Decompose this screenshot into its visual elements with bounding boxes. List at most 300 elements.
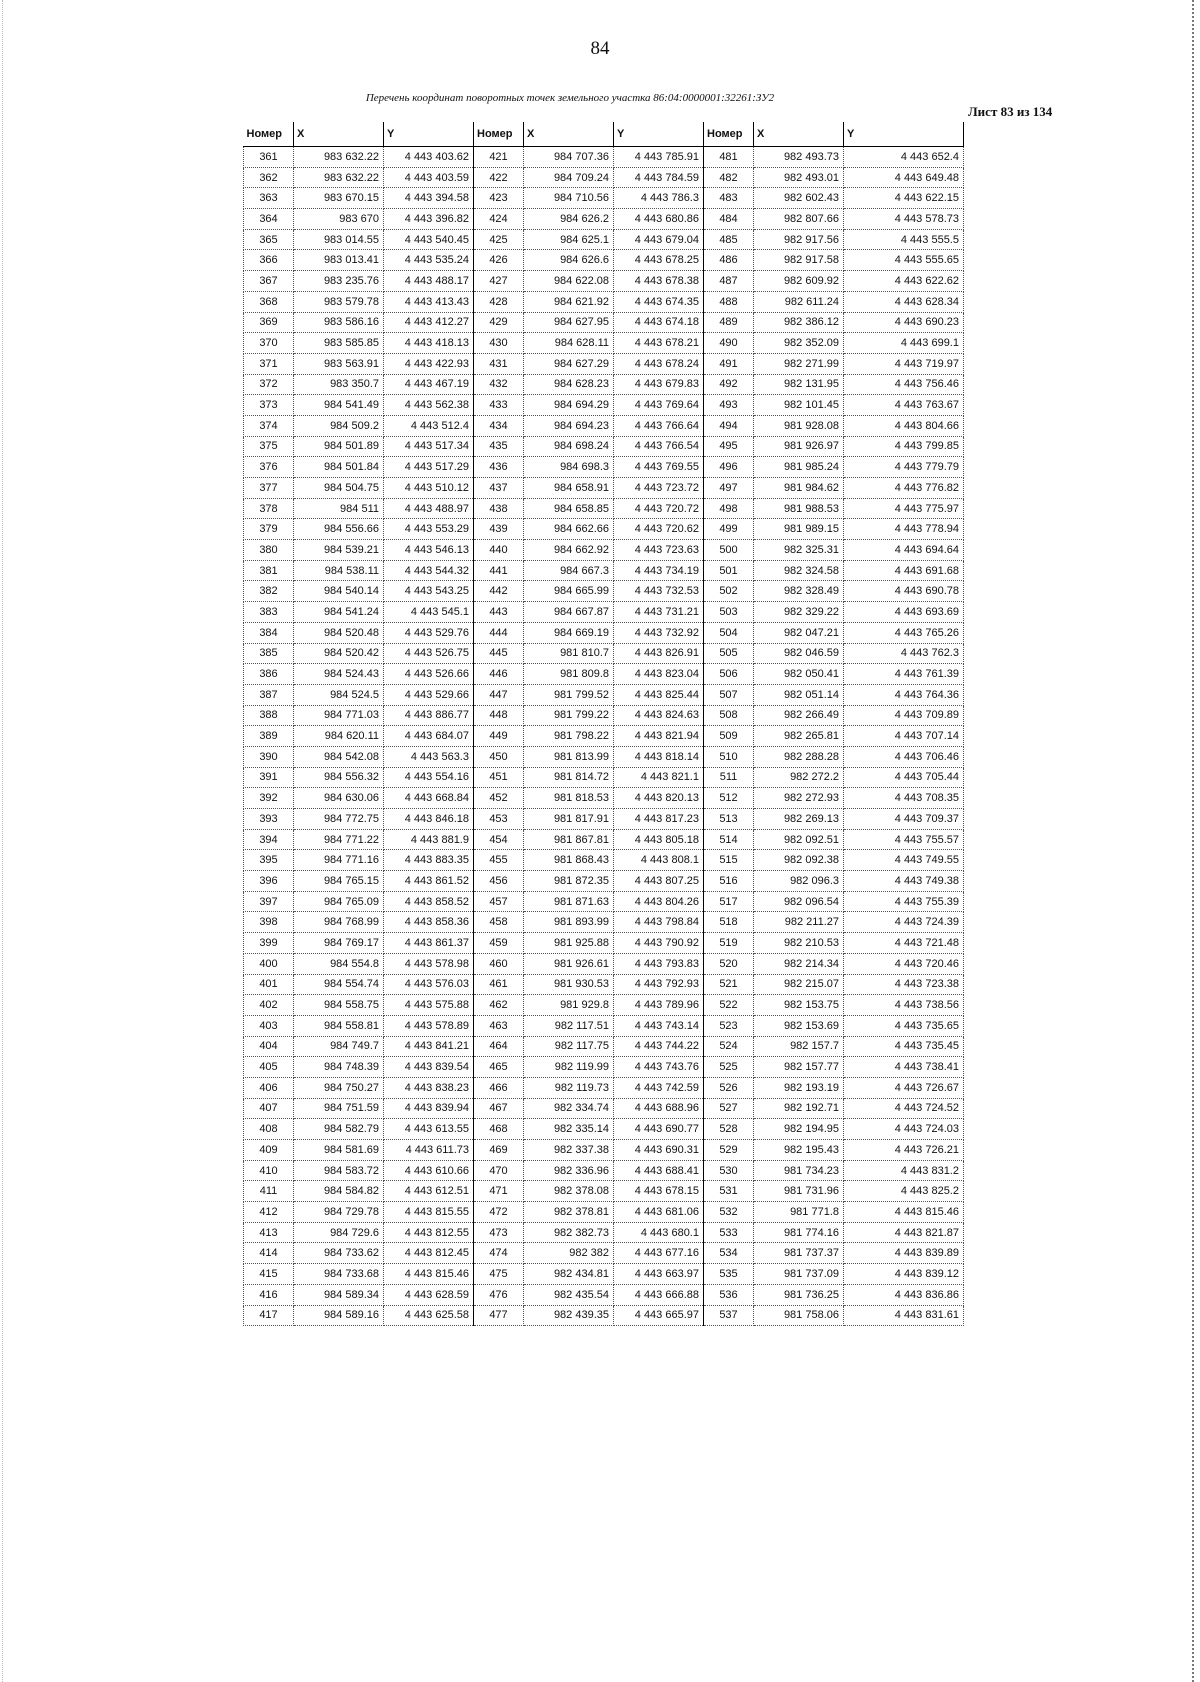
- y-coordinate-cell: 4 443 677.16: [614, 1243, 704, 1264]
- x-coordinate-cell: 982 119.73: [524, 1077, 614, 1098]
- point-number-cell: 442: [474, 581, 524, 602]
- point-number-cell: 393: [244, 809, 294, 830]
- x-coordinate-cell: 981 810.7: [524, 643, 614, 664]
- x-coordinate-cell: 983 585.85: [294, 333, 384, 354]
- y-coordinate-cell: 4 443 699.1: [844, 333, 964, 354]
- x-coordinate-cell: 982 602.43: [754, 188, 844, 209]
- table-row: [244, 250, 964, 271]
- y-coordinate-cell: 4 443 836.86: [844, 1284, 964, 1305]
- table-row: [244, 498, 964, 519]
- y-coordinate-cell: 4 443 688.41: [614, 1160, 704, 1181]
- column-header: Y: [844, 122, 964, 147]
- x-coordinate-cell: 981 814.72: [524, 767, 614, 788]
- table-row: [244, 1119, 964, 1140]
- y-coordinate-cell: 4 443 776.82: [844, 478, 964, 499]
- x-coordinate-cell: 984 541.24: [294, 602, 384, 623]
- point-number-cell: 498: [704, 498, 754, 519]
- point-number-cell: 421: [474, 147, 524, 168]
- y-coordinate-cell: 4 443 784.59: [614, 167, 704, 188]
- x-coordinate-cell: 982 192.71: [754, 1098, 844, 1119]
- y-coordinate-cell: 4 443 612.51: [384, 1181, 474, 1202]
- y-coordinate-cell: 4 443 510.12: [384, 478, 474, 499]
- y-coordinate-cell: 4 443 663.97: [614, 1264, 704, 1285]
- y-coordinate-cell: 4 443 749.38: [844, 871, 964, 892]
- x-coordinate-cell: 982 329.22: [754, 602, 844, 623]
- x-coordinate-cell: 982 352.09: [754, 333, 844, 354]
- point-number-cell: 524: [704, 1036, 754, 1057]
- point-number-cell: 529: [704, 1140, 754, 1161]
- y-coordinate-cell: 4 443 815.46: [844, 1202, 964, 1223]
- y-coordinate-cell: 4 443 705.44: [844, 767, 964, 788]
- y-coordinate-cell: 4 443 674.18: [614, 312, 704, 333]
- point-number-cell: 458: [474, 912, 524, 933]
- x-coordinate-cell: 982 119.99: [524, 1057, 614, 1078]
- y-coordinate-cell: 4 443 394.58: [384, 188, 474, 209]
- point-number-cell: 443: [474, 602, 524, 623]
- point-number-cell: 506: [704, 664, 754, 685]
- table-row: [244, 767, 964, 788]
- point-number-cell: 363: [244, 188, 294, 209]
- table-row: [244, 167, 964, 188]
- y-coordinate-cell: 4 443 775.97: [844, 498, 964, 519]
- x-coordinate-cell: 984 509.2: [294, 415, 384, 436]
- y-coordinate-cell: 4 443 815.46: [384, 1264, 474, 1285]
- x-coordinate-cell: 984 658.85: [524, 498, 614, 519]
- y-coordinate-cell: 4 443 684.07: [384, 726, 474, 747]
- x-coordinate-cell: 984 628.11: [524, 333, 614, 354]
- x-coordinate-cell: 984 621.92: [524, 291, 614, 312]
- x-coordinate-cell: 982 378.81: [524, 1202, 614, 1223]
- y-coordinate-cell: 4 443 724.39: [844, 912, 964, 933]
- point-number-cell: 520: [704, 953, 754, 974]
- y-coordinate-cell: 4 443 544.32: [384, 560, 474, 581]
- x-coordinate-cell: 982 439.35: [524, 1305, 614, 1326]
- table-row: [244, 664, 964, 685]
- x-coordinate-cell: 984 622.08: [524, 271, 614, 292]
- y-coordinate-cell: 4 443 838.23: [384, 1077, 474, 1098]
- table-header-row: [244, 122, 964, 147]
- x-coordinate-cell: 984 554.74: [294, 974, 384, 995]
- y-coordinate-cell: 4 443 553.29: [384, 519, 474, 540]
- y-coordinate-cell: 4 443 763.67: [844, 395, 964, 416]
- y-coordinate-cell: 4 443 881.9: [384, 829, 474, 850]
- x-coordinate-cell: 982 194.95: [754, 1119, 844, 1140]
- point-number-cell: 427: [474, 271, 524, 292]
- x-coordinate-cell: 982 101.45: [754, 395, 844, 416]
- y-coordinate-cell: 4 443 807.25: [614, 871, 704, 892]
- y-coordinate-cell: 4 443 678.38: [614, 271, 704, 292]
- y-coordinate-cell: 4 443 808.1: [614, 850, 704, 871]
- table-row: [244, 1305, 964, 1326]
- point-number-cell: 502: [704, 581, 754, 602]
- point-number-cell: 431: [474, 353, 524, 374]
- point-number-cell: 392: [244, 788, 294, 809]
- y-coordinate-cell: 4 443 846.18: [384, 809, 474, 830]
- x-coordinate-cell: 983 563.91: [294, 353, 384, 374]
- x-coordinate-cell: 984 582.79: [294, 1119, 384, 1140]
- column-header: Номер: [474, 122, 524, 147]
- point-number-cell: 378: [244, 498, 294, 519]
- x-coordinate-cell: 981 799.22: [524, 705, 614, 726]
- point-number-cell: 536: [704, 1284, 754, 1305]
- x-coordinate-cell: 984 749.7: [294, 1036, 384, 1057]
- table-row: [244, 436, 964, 457]
- table-row: [244, 1015, 964, 1036]
- table-row: [244, 1222, 964, 1243]
- y-coordinate-cell: 4 443 818.14: [614, 746, 704, 767]
- y-coordinate-cell: 4 443 678.21: [614, 333, 704, 354]
- x-coordinate-cell: 984 581.69: [294, 1140, 384, 1161]
- x-coordinate-cell: 981 871.63: [524, 891, 614, 912]
- table-row: [244, 912, 964, 933]
- point-number-cell: 469: [474, 1140, 524, 1161]
- y-coordinate-cell: 4 443 792.93: [614, 974, 704, 995]
- x-coordinate-cell: 982 378.08: [524, 1181, 614, 1202]
- column-header: Y: [614, 122, 704, 147]
- y-coordinate-cell: 4 443 826.91: [614, 643, 704, 664]
- point-number-cell: 400: [244, 953, 294, 974]
- x-coordinate-cell: 983 670.15: [294, 188, 384, 209]
- x-coordinate-cell: 981 984.62: [754, 478, 844, 499]
- x-coordinate-cell: 982 435.54: [524, 1284, 614, 1305]
- point-number-cell: 519: [704, 933, 754, 954]
- scan-edge-left: [2, 0, 5, 1682]
- point-number-cell: 446: [474, 664, 524, 685]
- y-coordinate-cell: 4 443 732.92: [614, 622, 704, 643]
- y-coordinate-cell: 4 443 726.21: [844, 1140, 964, 1161]
- point-number-cell: 509: [704, 726, 754, 747]
- y-coordinate-cell: 4 443 858.52: [384, 891, 474, 912]
- point-number-cell: 461: [474, 974, 524, 995]
- x-coordinate-cell: 984 729.78: [294, 1202, 384, 1223]
- point-number-cell: 515: [704, 850, 754, 871]
- x-coordinate-cell: 981 868.43: [524, 850, 614, 871]
- point-number-cell: 527: [704, 1098, 754, 1119]
- point-number-cell: 398: [244, 912, 294, 933]
- y-coordinate-cell: 4 443 628.34: [844, 291, 964, 312]
- page-number: 84: [590, 38, 610, 59]
- x-coordinate-cell: 983 350.7: [294, 374, 384, 395]
- point-number-cell: 396: [244, 871, 294, 892]
- x-coordinate-cell: 982 153.75: [754, 995, 844, 1016]
- y-coordinate-cell: 4 443 562.38: [384, 395, 474, 416]
- x-coordinate-cell: 983 579.78: [294, 291, 384, 312]
- y-coordinate-cell: 4 443 690.77: [614, 1119, 704, 1140]
- x-coordinate-cell: 981 799.52: [524, 684, 614, 705]
- point-number-cell: 463: [474, 1015, 524, 1036]
- x-coordinate-cell: 984 733.68: [294, 1264, 384, 1285]
- x-coordinate-cell: 984 584.82: [294, 1181, 384, 1202]
- y-coordinate-cell: 4 443 723.72: [614, 478, 704, 499]
- point-number-cell: 390: [244, 746, 294, 767]
- x-coordinate-cell: 982 131.95: [754, 374, 844, 395]
- point-number-cell: 375: [244, 436, 294, 457]
- x-coordinate-cell: 981 731.96: [754, 1181, 844, 1202]
- x-coordinate-cell: 982 157.7: [754, 1036, 844, 1057]
- x-coordinate-cell: 981 988.53: [754, 498, 844, 519]
- y-coordinate-cell: 4 443 649.48: [844, 167, 964, 188]
- x-coordinate-cell: 984 538.11: [294, 560, 384, 581]
- table-row: [244, 540, 964, 561]
- table-row: [244, 974, 964, 995]
- point-number-cell: 473: [474, 1222, 524, 1243]
- point-number-cell: 491: [704, 353, 754, 374]
- table-row: [244, 312, 964, 333]
- y-coordinate-cell: 4 443 723.63: [614, 540, 704, 561]
- x-coordinate-cell: 984 765.15: [294, 871, 384, 892]
- x-coordinate-cell: 984 694.29: [524, 395, 614, 416]
- point-number-cell: 435: [474, 436, 524, 457]
- x-coordinate-cell: 982 096.54: [754, 891, 844, 912]
- y-coordinate-cell: 4 443 413.43: [384, 291, 474, 312]
- x-coordinate-cell: 982 917.58: [754, 250, 844, 271]
- y-coordinate-cell: 4 443 839.54: [384, 1057, 474, 1078]
- y-coordinate-cell: 4 443 732.53: [614, 581, 704, 602]
- point-number-cell: 537: [704, 1305, 754, 1326]
- point-number-cell: 499: [704, 519, 754, 540]
- y-coordinate-cell: 4 443 679.04: [614, 229, 704, 250]
- table-row: [244, 871, 964, 892]
- y-coordinate-cell: 4 443 766.54: [614, 436, 704, 457]
- point-number-cell: 448: [474, 705, 524, 726]
- y-coordinate-cell: 4 443 789.96: [614, 995, 704, 1016]
- point-number-cell: 365: [244, 229, 294, 250]
- point-number-cell: 380: [244, 540, 294, 561]
- point-number-cell: 377: [244, 478, 294, 499]
- point-number-cell: 450: [474, 746, 524, 767]
- y-coordinate-cell: 4 443 678.25: [614, 250, 704, 271]
- y-coordinate-cell: 4 443 628.59: [384, 1284, 474, 1305]
- x-coordinate-cell: 984 771.03: [294, 705, 384, 726]
- x-coordinate-cell: 984 710.56: [524, 188, 614, 209]
- x-coordinate-cell: 982 325.31: [754, 540, 844, 561]
- y-coordinate-cell: 4 443 821.94: [614, 726, 704, 747]
- y-coordinate-cell: 4 443 578.73: [844, 209, 964, 230]
- point-number-cell: 439: [474, 519, 524, 540]
- table-row: [244, 1077, 964, 1098]
- table-row: [244, 395, 964, 416]
- coordinates-table: [243, 122, 964, 1326]
- x-coordinate-cell: 981 985.24: [754, 457, 844, 478]
- y-coordinate-cell: 4 443 517.29: [384, 457, 474, 478]
- x-coordinate-cell: 984 542.08: [294, 746, 384, 767]
- y-coordinate-cell: 4 443 543.25: [384, 581, 474, 602]
- x-coordinate-cell: 982 382: [524, 1243, 614, 1264]
- table-row: [244, 622, 964, 643]
- x-coordinate-cell: 984 556.66: [294, 519, 384, 540]
- point-number-cell: 523: [704, 1015, 754, 1036]
- x-coordinate-cell: 982 047.21: [754, 622, 844, 643]
- table-row: [244, 1036, 964, 1057]
- x-coordinate-cell: 984 729.6: [294, 1222, 384, 1243]
- point-number-cell: 385: [244, 643, 294, 664]
- point-number-cell: 379: [244, 519, 294, 540]
- x-coordinate-cell: 984 589.16: [294, 1305, 384, 1326]
- y-coordinate-cell: 4 443 467.19: [384, 374, 474, 395]
- column-header: X: [524, 122, 614, 147]
- x-coordinate-cell: 984 540.14: [294, 581, 384, 602]
- x-coordinate-cell: 984 698.3: [524, 457, 614, 478]
- point-number-cell: 475: [474, 1264, 524, 1285]
- x-coordinate-cell: 982 215.07: [754, 974, 844, 995]
- x-coordinate-cell: 984 750.27: [294, 1077, 384, 1098]
- x-coordinate-cell: 984 627.95: [524, 312, 614, 333]
- x-coordinate-cell: 982 493.73: [754, 147, 844, 168]
- x-coordinate-cell: 982 157.77: [754, 1057, 844, 1078]
- x-coordinate-cell: 982 117.75: [524, 1036, 614, 1057]
- table-row: [244, 1140, 964, 1161]
- point-number-cell: 503: [704, 602, 754, 623]
- y-coordinate-cell: 4 443 761.39: [844, 664, 964, 685]
- x-coordinate-cell: 981 930.53: [524, 974, 614, 995]
- x-coordinate-cell: 984 541.49: [294, 395, 384, 416]
- point-number-cell: 535: [704, 1264, 754, 1285]
- table-row: [244, 1243, 964, 1264]
- point-number-cell: 410: [244, 1160, 294, 1181]
- x-coordinate-cell: 981 926.97: [754, 436, 844, 457]
- y-coordinate-cell: 4 443 804.26: [614, 891, 704, 912]
- table-row: [244, 602, 964, 623]
- y-coordinate-cell: 4 443 678.15: [614, 1181, 704, 1202]
- x-coordinate-cell: 984 539.21: [294, 540, 384, 561]
- point-number-cell: 459: [474, 933, 524, 954]
- column-header: Y: [384, 122, 474, 147]
- table-row: [244, 1202, 964, 1223]
- x-coordinate-cell: 984 698.24: [524, 436, 614, 457]
- table-row: [244, 560, 964, 581]
- point-number-cell: 373: [244, 395, 294, 416]
- scan-edge-right: [1190, 0, 1194, 1682]
- table-row: [244, 643, 964, 664]
- y-coordinate-cell: 4 443 723.38: [844, 974, 964, 995]
- x-coordinate-cell: 984 707.36: [524, 147, 614, 168]
- point-number-cell: 526: [704, 1077, 754, 1098]
- x-coordinate-cell: 982 050.41: [754, 664, 844, 685]
- point-number-cell: 486: [704, 250, 754, 271]
- point-number-cell: 374: [244, 415, 294, 436]
- y-coordinate-cell: 4 443 749.55: [844, 850, 964, 871]
- y-coordinate-cell: 4 443 575.88: [384, 995, 474, 1016]
- table-row: [244, 726, 964, 747]
- point-number-cell: 388: [244, 705, 294, 726]
- y-coordinate-cell: 4 443 690.23: [844, 312, 964, 333]
- point-number-cell: 424: [474, 209, 524, 230]
- point-number-cell: 361: [244, 147, 294, 168]
- point-number-cell: 406: [244, 1077, 294, 1098]
- point-number-cell: 471: [474, 1181, 524, 1202]
- y-coordinate-cell: 4 443 403.62: [384, 147, 474, 168]
- point-number-cell: 399: [244, 933, 294, 954]
- y-coordinate-cell: 4 443 418.13: [384, 333, 474, 354]
- y-coordinate-cell: 4 443 766.64: [614, 415, 704, 436]
- x-coordinate-cell: 984 556.32: [294, 767, 384, 788]
- y-coordinate-cell: 4 443 726.67: [844, 1077, 964, 1098]
- y-coordinate-cell: 4 443 755.57: [844, 829, 964, 850]
- point-number-cell: 510: [704, 746, 754, 767]
- x-coordinate-cell: 982 092.51: [754, 829, 844, 850]
- y-coordinate-cell: 4 443 555.5: [844, 229, 964, 250]
- point-number-cell: 402: [244, 995, 294, 1016]
- y-coordinate-cell: 4 443 831.2: [844, 1160, 964, 1181]
- y-coordinate-cell: 4 443 652.4: [844, 147, 964, 168]
- point-number-cell: 432: [474, 374, 524, 395]
- point-number-cell: 454: [474, 829, 524, 850]
- table-row: [244, 933, 964, 954]
- point-number-cell: 433: [474, 395, 524, 416]
- x-coordinate-cell: 984 627.29: [524, 353, 614, 374]
- x-coordinate-cell: 984 626.2: [524, 209, 614, 230]
- point-number-cell: 453: [474, 809, 524, 830]
- x-coordinate-cell: 984 524.5: [294, 684, 384, 705]
- x-coordinate-cell: 982 195.43: [754, 1140, 844, 1161]
- point-number-cell: 404: [244, 1036, 294, 1057]
- y-coordinate-cell: 4 443 517.34: [384, 436, 474, 457]
- x-coordinate-cell: 982 288.28: [754, 746, 844, 767]
- point-number-cell: 501: [704, 560, 754, 581]
- x-coordinate-cell: 982 386.12: [754, 312, 844, 333]
- y-coordinate-cell: 4 443 688.96: [614, 1098, 704, 1119]
- y-coordinate-cell: 4 443 708.35: [844, 788, 964, 809]
- x-coordinate-cell: 982 337.38: [524, 1140, 614, 1161]
- y-coordinate-cell: 4 443 625.58: [384, 1305, 474, 1326]
- point-number-cell: 384: [244, 622, 294, 643]
- point-number-cell: 409: [244, 1140, 294, 1161]
- point-number-cell: 371: [244, 353, 294, 374]
- y-coordinate-cell: 4 443 839.89: [844, 1243, 964, 1264]
- point-number-cell: 387: [244, 684, 294, 705]
- y-coordinate-cell: 4 443 622.15: [844, 188, 964, 209]
- y-coordinate-cell: 4 443 488.97: [384, 498, 474, 519]
- table-row: [244, 788, 964, 809]
- table-row: [244, 850, 964, 871]
- y-coordinate-cell: 4 443 545.1: [384, 602, 474, 623]
- x-coordinate-cell: 981 798.22: [524, 726, 614, 747]
- point-number-cell: 483: [704, 188, 754, 209]
- point-number-cell: 466: [474, 1077, 524, 1098]
- y-coordinate-cell: 4 443 861.37: [384, 933, 474, 954]
- y-coordinate-cell: 4 443 883.35: [384, 850, 474, 871]
- point-number-cell: 366: [244, 250, 294, 271]
- x-coordinate-cell: 983 586.16: [294, 312, 384, 333]
- point-number-cell: 412: [244, 1202, 294, 1223]
- point-number-cell: 518: [704, 912, 754, 933]
- point-number-cell: 525: [704, 1057, 754, 1078]
- x-coordinate-cell: 984 667.87: [524, 602, 614, 623]
- point-number-cell: 474: [474, 1243, 524, 1264]
- x-coordinate-cell: 984 520.48: [294, 622, 384, 643]
- column-header: X: [754, 122, 844, 147]
- y-coordinate-cell: 4 443 724.52: [844, 1098, 964, 1119]
- point-number-cell: 496: [704, 457, 754, 478]
- y-coordinate-cell: 4 443 738.56: [844, 995, 964, 1016]
- x-coordinate-cell: 982 211.27: [754, 912, 844, 933]
- point-number-cell: 367: [244, 271, 294, 292]
- y-coordinate-cell: 4 443 831.61: [844, 1305, 964, 1326]
- document-title: Перечень координат поворотных точек земельного участка 86:04:0000001:32261:ЗУ2: [365, 92, 775, 104]
- x-coordinate-cell: 984 626.6: [524, 250, 614, 271]
- y-coordinate-cell: 4 443 735.45: [844, 1036, 964, 1057]
- y-coordinate-cell: 4 443 540.45: [384, 229, 474, 250]
- point-number-cell: 476: [474, 1284, 524, 1305]
- x-coordinate-cell: 981 817.91: [524, 809, 614, 830]
- point-number-cell: 383: [244, 602, 294, 623]
- point-number-cell: 415: [244, 1264, 294, 1285]
- point-number-cell: 532: [704, 1202, 754, 1223]
- x-coordinate-cell: 984 769.17: [294, 933, 384, 954]
- y-coordinate-cell: 4 443 412.27: [384, 312, 474, 333]
- x-coordinate-cell: 982 051.14: [754, 684, 844, 705]
- point-number-cell: 436: [474, 457, 524, 478]
